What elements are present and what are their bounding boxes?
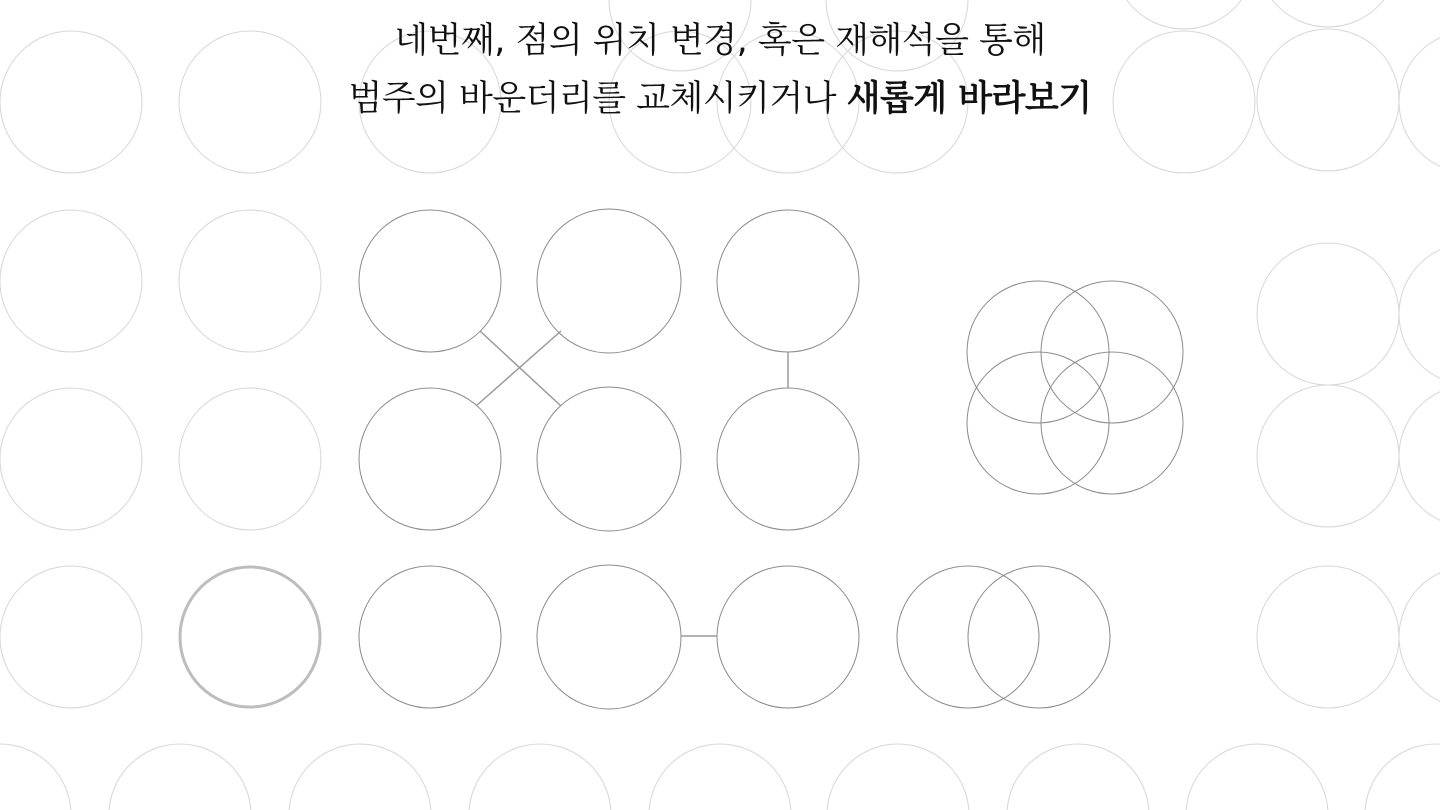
heading-line-2-emphasis: 새롭게 바라보기 xyxy=(846,79,1092,119)
connectors xyxy=(476,331,788,636)
bg-circle xyxy=(1257,243,1399,385)
bg-circle xyxy=(1399,243,1440,385)
bg-circle xyxy=(179,388,321,530)
bg-circle xyxy=(1257,566,1399,708)
bg-circle xyxy=(109,744,251,810)
bg-circle xyxy=(1007,744,1149,810)
heading-line-2-regular: 범주의 바운더리를 교체시키거나 xyxy=(348,79,847,119)
horizontal-pair-left xyxy=(537,565,681,709)
vertical-pair-bottom xyxy=(717,388,859,530)
active-circles xyxy=(359,209,1183,709)
bg-circle xyxy=(0,210,142,352)
bg-circle xyxy=(1399,566,1440,708)
cross-circle-top-right xyxy=(537,209,681,353)
bg-circle xyxy=(289,744,431,810)
highlight-circle xyxy=(180,567,320,707)
bg-circle xyxy=(0,744,71,810)
bg-circle xyxy=(179,210,321,352)
cross-circle-bottom-right xyxy=(537,387,681,531)
bg-circle xyxy=(0,566,142,708)
bg-circle xyxy=(1399,385,1440,527)
horizontal-pair-right xyxy=(717,566,859,708)
bg-circle xyxy=(1257,0,1399,27)
cross-circle-bottom-left xyxy=(359,388,501,530)
bg-circle xyxy=(1257,385,1399,527)
heading-line-1: 네번째, 점의 위치 변경, 혹은 재해석을 통해 xyxy=(394,21,1046,61)
cross-circle-top-left xyxy=(359,210,501,352)
vertical-pair-top xyxy=(717,210,859,352)
bg-circle xyxy=(0,388,142,530)
bg-circle xyxy=(469,744,611,810)
row-circle xyxy=(359,566,501,708)
bg-circle xyxy=(649,744,791,810)
bg-circle xyxy=(1365,744,1440,810)
bg-circle xyxy=(1186,744,1328,810)
heading-line-2 xyxy=(0,79,1440,119)
bg-circle xyxy=(827,744,969,810)
